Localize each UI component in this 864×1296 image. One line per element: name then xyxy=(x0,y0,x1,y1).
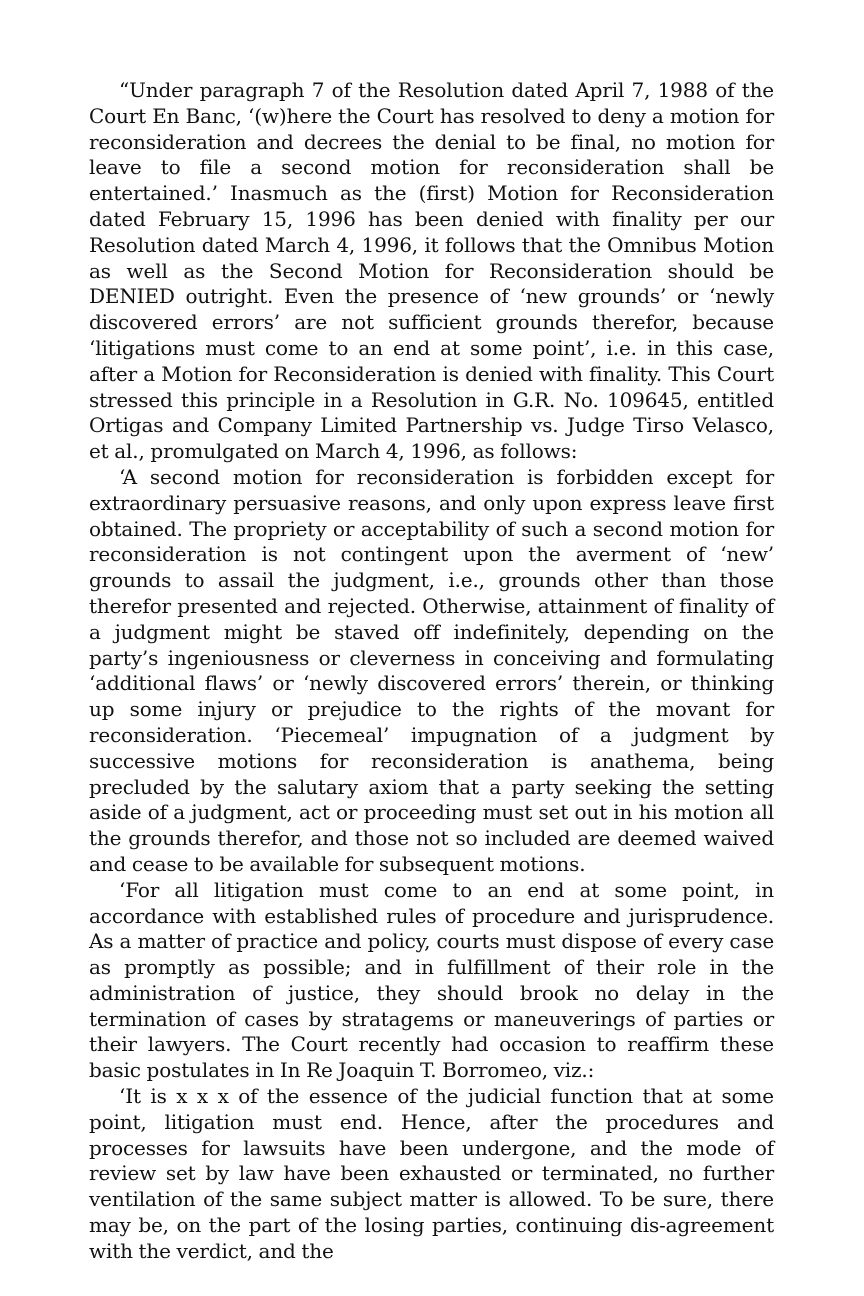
document-page xyxy=(89,78,774,1265)
paragraph-2: ‘A second motion for reconsideration is forbidden except for extraordinary persuasive reasons, and only upon express leave first obtained. The propriety or acceptability of such a second motion for reconsideration is not contingent upon the averment of ‘new’ grounds to assail the judgment, i.e., grounds other than those therefor presented and rejected. Otherwise, attainment of finality of a judgment might be staved off indefinitely, depending on the party’s ingeniousness or cleverness in conceiving and formulating ‘additional flaws’ or ‘newly discovered errors’ therein, or thinking up some injury or prejudice to the rights of the movant for reconsideration. ‘Piecemeal’ impugnation of a judgment by successive motions for reconsideration is anathema, being precluded by the salutary axiom that a party seeking the setting aside of a judgment, act or proceeding must set out in his motion all the grounds therefor, and those not so included are deemed waived and cease to be available for subsequent motions. xyxy=(89,464,774,876)
paragraph-1: “Under paragraph 7 of the Resolution dated April 7, 1988 of the Court En Banc, ‘(w)here the Court has resolved to deny a motion for reconsideration and decrees the denial to be final, no motion for leave to file a second motion for reconsideration shall be entertained.’ Inasmuch as the (first) Motion for Reconsideration dated February 15, 1996 has been denied with finality per our Resolution dated March 4, 1996, it follows that the Omnibus Motion as well as the Second Motion for Reconsideration should be DENIED outright. Even the presence of ‘new grounds’ or ‘newly discovered errors’ are not sufficient grounds therefor, because ‘litigations must come to an end at some point’, i.e. in this case, after a Motion for Reconsideration is denied with finality. This Court stressed this principle in a Resolution in G.R. No. 109645, entitled Ortigas and Company Limited Partnership vs. Judge Tirso Velasco, et al., promulgated on March 4, 1996, as follows: xyxy=(89,78,774,464)
paragraph-3: ‘For all litigation must come to an end at some point, in accordance with established rules of procedure and jurisprudence. As a matter of practice and policy, courts must dispose of every case as promptly as possible; and in fulfillment of their role in the administration of justice, they should brook no delay in the termination of cases by stratagems or maneuverings of parties or their lawyers. The Court recently had occasion to reaffirm these basic postulates in In Re Joaquin T. Borromeo, viz.: xyxy=(89,877,774,1083)
paragraph-4: ‘It is x x x of the essence of the judicial function that at some point, litigation must end. Hence, after the procedures and processes for lawsuits have been undergone, and the mode of review set by law have been exhausted or terminated, no further ventilation of the same subject matter is allowed. To be sure, there may be, on the part of the losing parties, continuing dis-agreement with the verdict, and the xyxy=(89,1084,774,1263)
